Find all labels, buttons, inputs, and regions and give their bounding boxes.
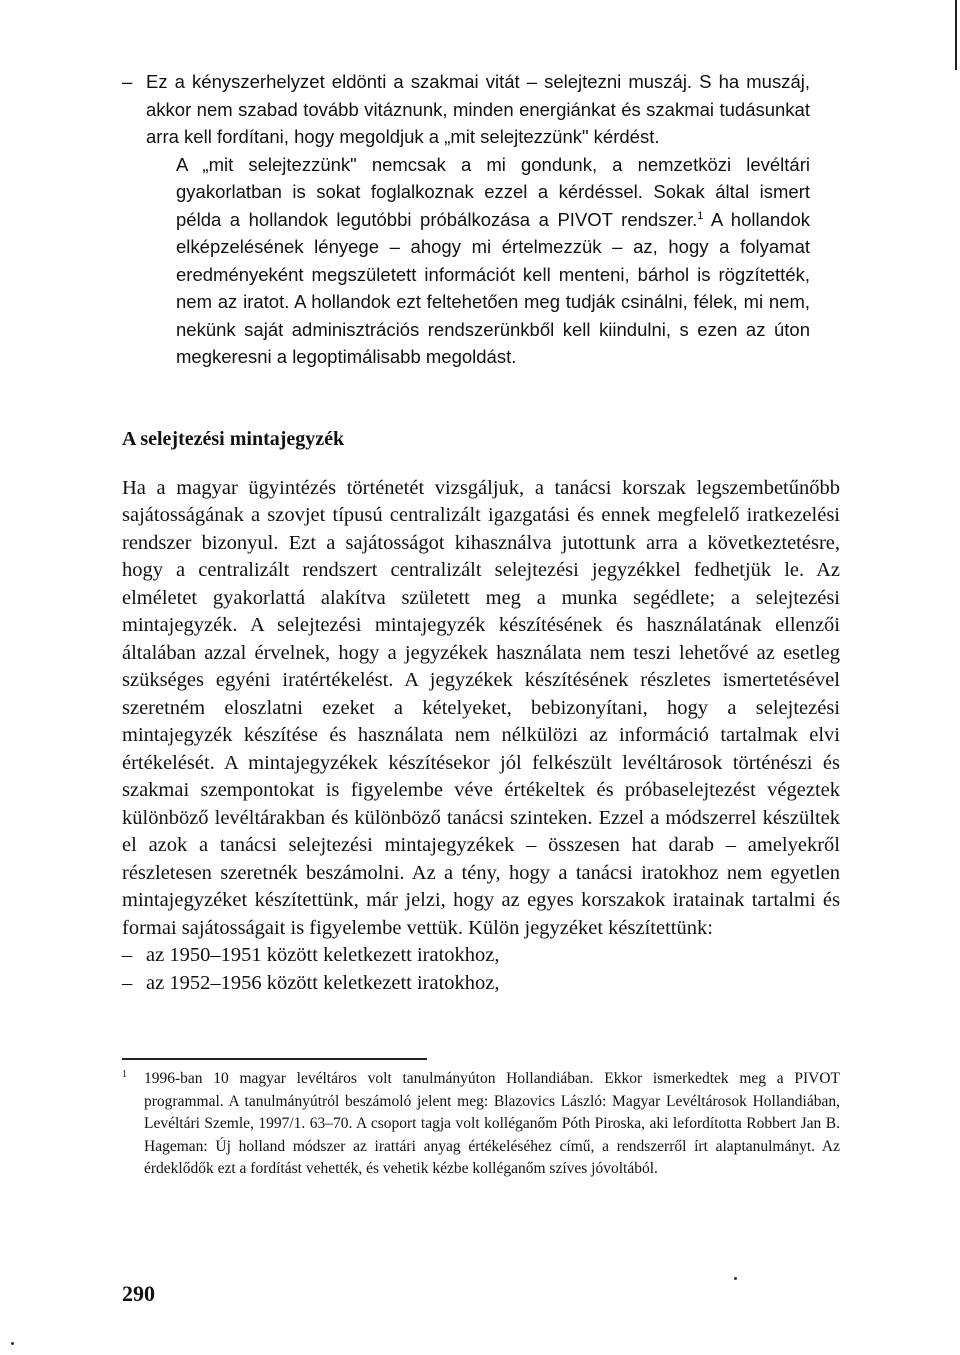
list-dash: – [122, 944, 133, 966]
footnote [122, 1068, 840, 1181]
intro-paragraph-continuation: A hollandok elképzelésének lényege – ahogy mi értelmezzük – az, hogy a folyamat eredményeként megszületett információt kell menteni, bárhol is rögzítették, nem az iratot. A hollandok ezt feltehetően meg tudják csinálni, félek, mi nem, nekünk saját adminisztrációs rendszerünkből kell kiindulni, s ezen az úton megkeresni a legoptimálisabb megoldást. [176, 208, 810, 367]
list-item [122, 68, 810, 151]
footnote-reference[interactable]: 1 [697, 209, 704, 222]
intro-list [122, 68, 810, 151]
scan-edge-line [955, 0, 957, 70]
list-dash: – [122, 71, 133, 92]
list-item-text: Ez a kényszerhelyzet eldönti a szakmai vitát – selejtezni muszáj. S ha muszáj, akkor nem szabad tovább vitáznunk, minden energiánkat és szakmai tudásunkat arra kell fordítani, hogy megoldjuk a „mit selejtezzünk" kérdést. [146, 71, 810, 147]
footnote-separator [122, 1058, 427, 1060]
page-number: 290 [122, 1281, 155, 1306]
main-text-column [122, 68, 840, 997]
scan-speck [11, 1342, 14, 1345]
list-item-text: az 1950–1951 között keletkezett iratokhoz, [146, 944, 500, 966]
list-item [122, 942, 840, 970]
section-paragraph: Ha a magyar ügyintézés történetét vizsgáljuk, a tanácsi korszak legszembetűnőbb sajátosságának a szovjet típusú centralizált igazgatási és ennek megfelelő iratkezelési rendszer bizonyul. Ezt a sajátosságot kihasználva jutottunk arra a következtetésre, hogy a centralizált rendszert centralizált selejtezési jegyzékkel fedhetjük le. Az elméletet gyakorlattá alakítva született meg a munka segédlete; a selejtezési mintajegyzék. A selejtezési mintajegyzék készítésének és használatának ellenzői általában azzal érvelnek, hogy a jegyzékek használata nem teszi lehetővé az esetleg szükséges egyéni iratértékelést. A jegyzékek készítésének részletes ismertetésével szeretném eloszlatni ezeket a kételyeket, bebizonyítani, hogy a selejtezési mintajegyzék készítése és használata nem nélkülözi az információ tartalmak elvi értékelését. A mintajegyzékek készítésekor jól felkészült levéltárosok történészi és szakmai szempontokat is figyelembe véve értékeltek és próbaselejtezést végeztek különböző levéltárakban és különböző tanácsi szinteken. Ezzel a módszerrel készültek el azok a tanácsi selejtezési mintajegyzékek – összesen hat darab – amelyekről részletesen szeretnék beszámolni. Az a tény, hogy a tanácsi iratokhoz nem egyetlen mintajegyzéket készítettünk, már jelzi, hogy az egyes korszakok iratainak tartalmi és formai sajátosságait is figyelembe vettük. Külön jegyzéket készítettünk: [122, 476, 840, 939]
scan-speck [734, 1277, 737, 1280]
list-item [122, 970, 840, 998]
list-item-text: az 1952–1956 között keletkezett iratokhoz, [146, 971, 500, 994]
intro-paragraph-text: A „mit selejtezzünk" nemcsak a mi gondunk, a nemzetközi levéltári gyakorlatban is sokat foglalkoznak ezzel a kérdéssel. Sokak által ismert példa a hollandok legutóbbi próbálkozása a PIVOT rendszer. [176, 153, 810, 230]
section-list [122, 942, 840, 997]
section-heading: A selejtezési mintajegyzék [122, 427, 345, 450]
list-dash: – [122, 971, 133, 994]
intro-paragraph [122, 151, 810, 371]
footnote-mark: 1 [122, 1069, 127, 1080]
footnote-text: 1996-ban 10 magyar levéltáros volt tanulmányúton Hollandiában. Ekkor ismerkedtek meg a PIVOT programmal. A tanulmányútról beszámoló jelent meg: Blazovics László: Magyar Levéltárosok Hollandiában, Levéltári Szemle, 1997/1. 63–70. A csoport tagja volt kolléganőm Póth Piroska, aki lefordította Robbert Jan B. Hageman: Új holland módszer az irattári anyag értékeléséhez című, a rendszerről írt alaptanulmányt. Az érdeklődők ezt a fordítást vehették, és vehetik kézbe kolléganőm szíves jóvoltából. [144, 1070, 840, 1177]
